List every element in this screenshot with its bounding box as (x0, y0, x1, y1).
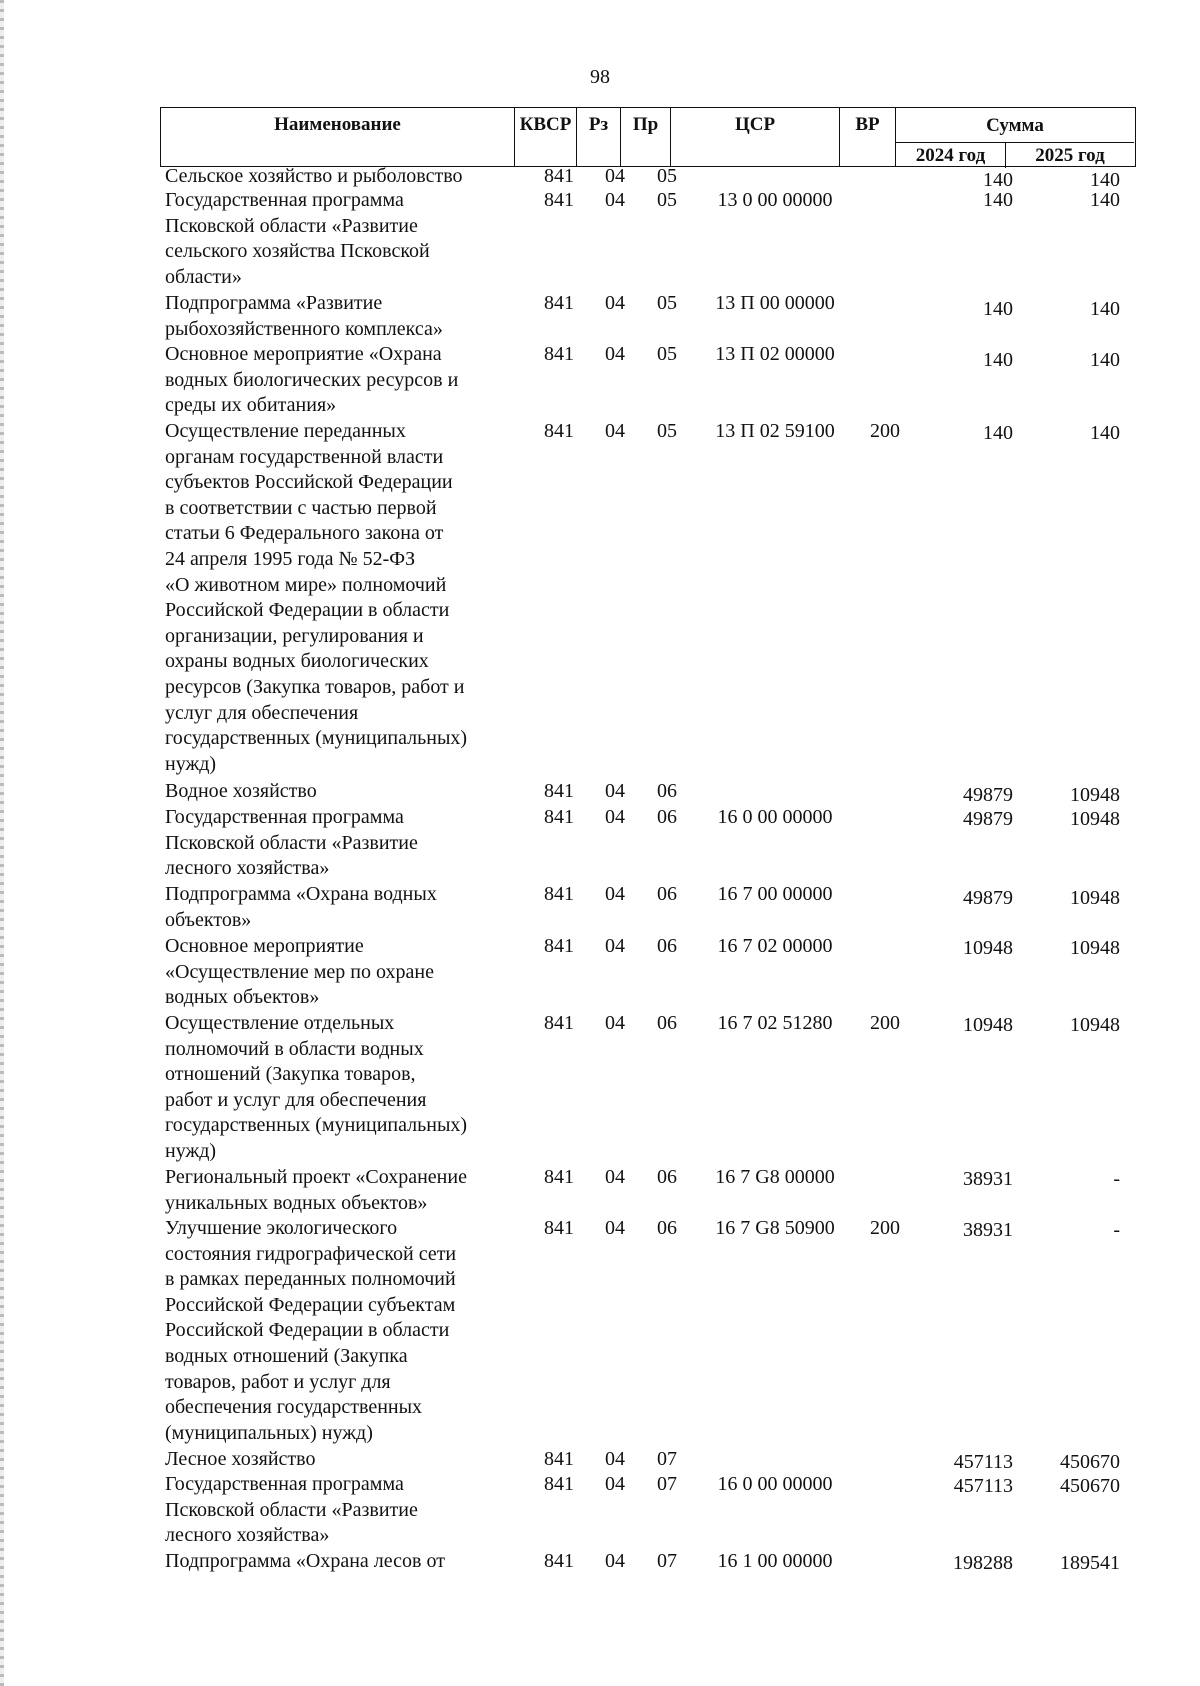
row-vr: 200 (870, 420, 900, 442)
row-name: Государственная программа Псковской области «Развитие лесного хозяйства» (165, 806, 418, 880)
row-sum-2025: 10948 (1070, 887, 1120, 909)
row-vr: 200 (870, 1217, 900, 1239)
row-name: Осуществление отдельных полномочий в области водных отношений (Закупка товаров, работ и услуг для обеспечения государственных (муниципальных) нужд) (165, 1012, 468, 1162)
row-sum-2024: 140 (983, 422, 1013, 444)
row-pr: 07 (657, 1448, 677, 1470)
table-row (160, 1165, 1136, 1216)
row-rz: 04 (605, 1473, 625, 1495)
row-kvsr: 841 (544, 780, 574, 802)
row-sum-2024: 49879 (963, 784, 1013, 806)
row-pr: 07 (657, 1473, 677, 1495)
header-year-2025: 2025 год (1035, 145, 1105, 166)
table-row (160, 188, 1136, 291)
row-sum-2024: 457113 (953, 1451, 1013, 1473)
row-rz: 04 (605, 935, 625, 957)
row-kvsr: 841 (544, 1550, 574, 1572)
row-kvsr: 841 (544, 1473, 574, 1495)
row-sum-2024: 49879 (963, 808, 1013, 830)
row-rz: 04 (605, 780, 625, 802)
row-pr: 06 (657, 935, 677, 957)
row-vr: 200 (870, 1012, 900, 1034)
table-row (160, 805, 1136, 882)
table-body (160, 164, 1136, 1575)
row-csr: 16 7 G8 00000 (715, 1166, 835, 1188)
table-header (160, 107, 1136, 167)
table-row (160, 342, 1136, 419)
row-pr: 05 (657, 189, 677, 211)
row-rz: 04 (605, 165, 625, 187)
row-csr: 16 7 G8 50900 (715, 1217, 835, 1239)
row-pr: 06 (657, 883, 677, 905)
header-kvsr: КВСР (515, 108, 577, 166)
row-kvsr: 841 (544, 1166, 574, 1188)
row-kvsr: 841 (544, 806, 574, 828)
row-kvsr: 841 (544, 1012, 574, 1034)
header-sum-group (896, 108, 1134, 166)
row-rz: 04 (605, 1217, 625, 1239)
row-name: Региональный проект «Сохранение уникальных водных объектов» (165, 1166, 467, 1214)
row-csr: 16 0 00 00000 (717, 806, 833, 828)
row-sum-2024: 10948 (963, 1014, 1013, 1036)
row-sum-2025: 10948 (1070, 808, 1120, 830)
row-rz: 04 (605, 1448, 625, 1470)
row-name: Сельское хозяйство и рыболовство (165, 165, 463, 187)
row-sum-2025: 140 (1090, 349, 1120, 371)
row-sum-2025: 10948 (1070, 1014, 1120, 1036)
row-pr: 06 (657, 1217, 677, 1239)
header-year-2024: 2024 год (896, 143, 1006, 168)
table-row (160, 164, 1136, 191)
table-row (160, 1549, 1136, 1575)
header-csr: ЦСР (671, 108, 840, 166)
row-rz: 04 (605, 806, 625, 828)
row-name: Основное мероприятие «Охрана водных биологических ресурсов и среды их обитания» (165, 343, 459, 417)
row-name: Улучшение экологического состояния гидрографической сети в рамках переданных полномочий Российской Федерации субъектам Российской Федерации в области водных отношений (Закупка товаров, работ и услуг для обеспечения государственных (муниципальных) нужд) (165, 1217, 457, 1444)
row-sum-2025: 140 (1090, 189, 1120, 211)
row-rz: 04 (605, 1012, 625, 1034)
header-name: Наименование (161, 108, 515, 166)
row-sum-2024: 140 (983, 349, 1013, 371)
row-rz: 04 (605, 1166, 625, 1188)
row-name: Водное хозяйство (165, 780, 317, 802)
row-sum-2024: 10948 (963, 937, 1013, 959)
table-row (160, 291, 1136, 342)
row-name: Лесное хозяйство (165, 1448, 316, 1470)
row-name: Подпрограмма «Развитие рыбохозяйственного комплекса» (165, 292, 443, 340)
row-sum-2025: 10948 (1070, 937, 1120, 959)
row-kvsr: 841 (544, 292, 574, 314)
row-rz: 04 (605, 883, 625, 905)
table-row (160, 1447, 1136, 1472)
row-name: Подпрограмма «Охрана водных объектов» (165, 883, 437, 931)
row-pr: 07 (657, 1550, 677, 1572)
row-csr: 16 7 02 00000 (717, 935, 833, 957)
scan-edge (0, 0, 4, 1686)
row-sum-2024: 140 (983, 298, 1013, 320)
table-row (160, 934, 1136, 1011)
row-csr: 16 0 00 00000 (717, 1473, 833, 1495)
table-row (160, 779, 1136, 805)
row-pr: 05 (657, 343, 677, 365)
row-csr: 13 0 00 00000 (717, 189, 833, 211)
row-kvsr: 841 (544, 1217, 574, 1239)
row-pr: 06 (657, 1166, 677, 1188)
row-sum-2024: 198288 (953, 1552, 1013, 1574)
row-sum-2025: 140 (1090, 422, 1120, 444)
row-sum-2025: - (1113, 1219, 1120, 1241)
row-kvsr: 841 (544, 189, 574, 211)
row-pr: 05 (657, 165, 677, 187)
row-sum-2024: 38931 (963, 1168, 1013, 1190)
header-pr: Пр (621, 108, 671, 166)
row-pr: 06 (657, 1012, 677, 1034)
header-vr: ВР (840, 108, 896, 166)
row-rz: 04 (605, 343, 625, 365)
row-sum-2025: 189541 (1060, 1552, 1120, 1574)
table-row (160, 1472, 1136, 1549)
header-sum: Сумма (986, 115, 1044, 136)
row-sum-2025: 140 (1090, 298, 1120, 320)
row-name: Государственная программа Псковской области «Развитие сельского хозяйства Псковской области» (165, 189, 430, 288)
row-sum-2025: 10948 (1070, 784, 1120, 806)
row-csr: 16 7 02 51280 (717, 1012, 833, 1034)
row-sum-2025: 450670 (1060, 1475, 1120, 1497)
header-rz: Рз (577, 108, 621, 166)
row-rz: 04 (605, 1550, 625, 1572)
row-sum-2024: 38931 (963, 1219, 1013, 1241)
row-kvsr: 841 (544, 420, 574, 442)
row-rz: 04 (605, 189, 625, 211)
row-rz: 04 (605, 420, 625, 442)
row-csr: 13 П 00 00000 (715, 292, 835, 314)
row-sum-2025: 450670 (1060, 1451, 1120, 1473)
row-kvsr: 841 (544, 935, 574, 957)
table-row (160, 882, 1136, 934)
row-name: Осуществление переданных органам государственной власти субъектов Российской Федерации в соответствии с частью первой статьи 6 Федерального закона от 24 апреля 1995 года № 52-ФЗ «О животном мире» полномочий Российской Федерации в области организации, регулирования и охраны водных биологических ресурсов (Закупка товаров, работ и услуг для обеспечения государственных (муниципальных) нужд) (165, 420, 468, 775)
row-csr: 16 7 00 00000 (717, 883, 833, 905)
row-name: Подпрограмма «Охрана лесов от (165, 1550, 445, 1572)
row-csr: 16 1 00 00000 (717, 1550, 833, 1572)
row-sum-2024: 140 (983, 189, 1013, 211)
row-rz: 04 (605, 292, 625, 314)
row-pr: 06 (657, 806, 677, 828)
row-csr: 13 П 02 00000 (715, 343, 835, 365)
table-row (160, 1011, 1136, 1165)
row-sum-2024: 49879 (963, 887, 1013, 909)
page-number: 98 (590, 66, 610, 88)
row-kvsr: 841 (544, 343, 574, 365)
row-sum-2025: - (1113, 1168, 1120, 1190)
row-name: Основное мероприятие «Осуществление мер по охране водных объектов» (165, 935, 434, 1009)
row-sum-2025: 140 (1090, 169, 1120, 191)
row-kvsr: 841 (544, 165, 574, 187)
table-row (160, 419, 1136, 779)
row-pr: 06 (657, 780, 677, 802)
row-pr: 05 (657, 292, 677, 314)
row-sum-2024: 457113 (953, 1475, 1013, 1497)
row-kvsr: 841 (544, 1448, 574, 1470)
row-pr: 05 (657, 420, 677, 442)
row-csr: 13 П 02 59100 (715, 420, 835, 442)
row-sum-2024: 140 (983, 169, 1013, 191)
row-kvsr: 841 (544, 883, 574, 905)
table-row (160, 1216, 1136, 1447)
row-name: Государственная программа Псковской области «Развитие лесного хозяйства» (165, 1473, 418, 1547)
